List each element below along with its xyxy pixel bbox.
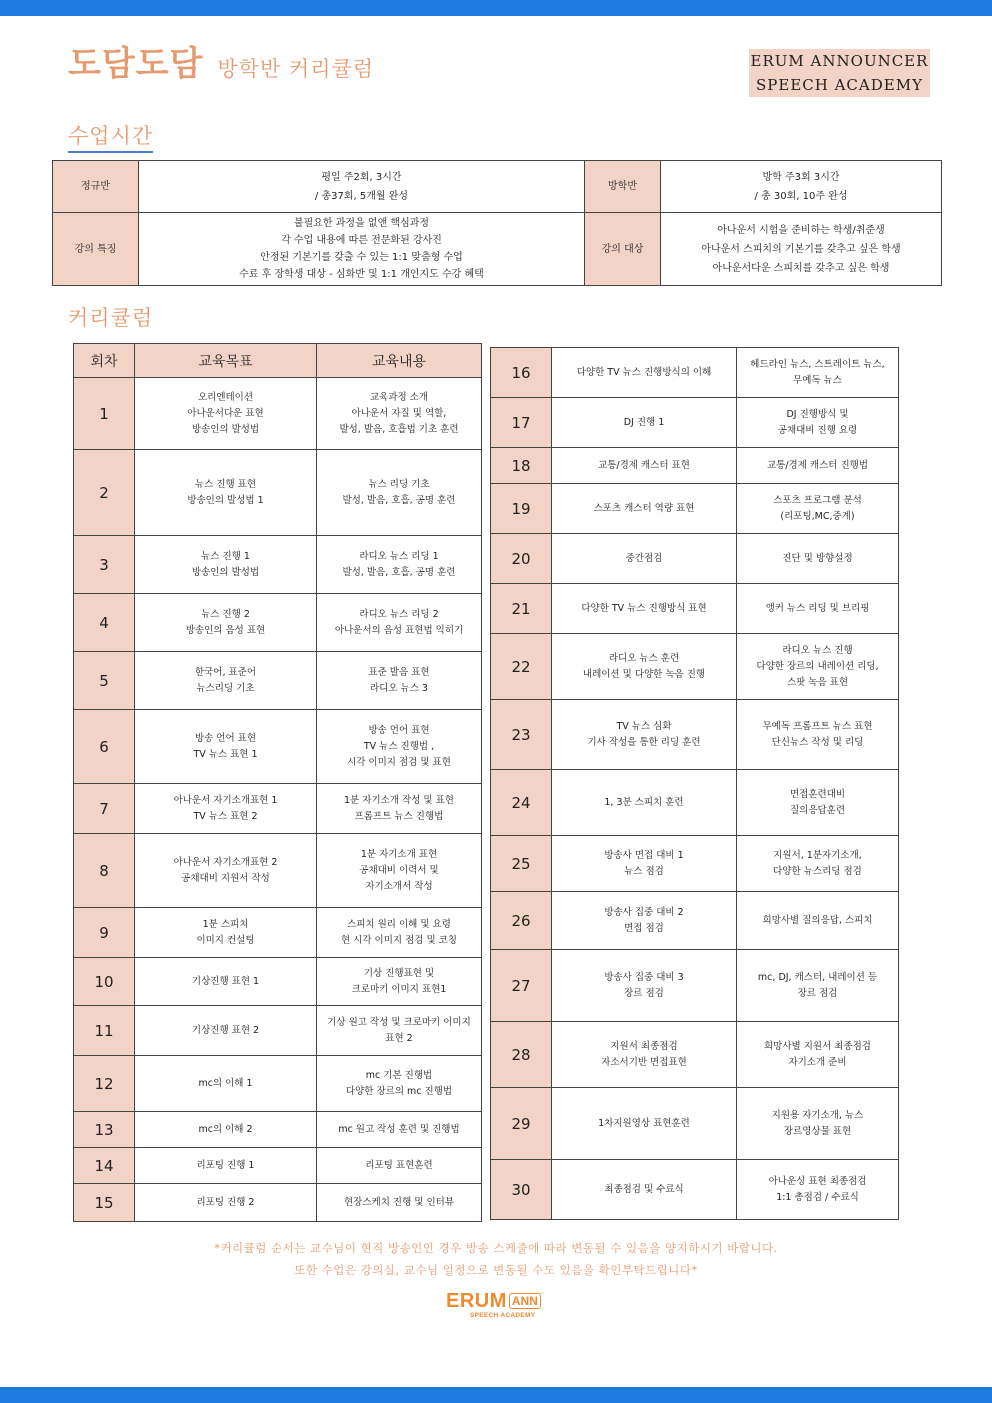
- round-number: 13: [74, 1112, 135, 1148]
- table-row: [491, 348, 899, 398]
- goal-cell: 오리엔테이션 아나운서다운 표현 방송인의 발성법: [135, 378, 317, 450]
- table-row: [491, 1088, 899, 1160]
- logo-main-text: ERUM: [446, 1290, 507, 1312]
- table-row: [74, 710, 482, 784]
- content-cell: 면접훈련대비 질의응답훈련: [737, 770, 899, 836]
- round-number: 27: [491, 950, 552, 1022]
- round-number: 16: [491, 348, 552, 398]
- round-number: 15: [74, 1184, 135, 1222]
- brand-line2: SPEECH ACADEMY: [756, 76, 923, 94]
- content-cell: 진단 및 방향설정: [737, 534, 899, 584]
- content-cell: 라디오 뉴스 리딩 2 아나운서의 음성 표현법 익히기: [317, 594, 482, 652]
- table-row: [491, 892, 899, 950]
- table-row: [491, 836, 899, 892]
- goal-cell: 중간점검: [552, 534, 737, 584]
- round-number: 21: [491, 584, 552, 634]
- round-number: 18: [491, 448, 552, 484]
- logo-badge: ANN: [509, 1293, 541, 1309]
- round-number: 7: [74, 784, 135, 834]
- table-row: [74, 1006, 482, 1056]
- table-row: [491, 484, 899, 534]
- content-cell: 기상 원고 작성 및 크로마키 이미지 표현 2: [317, 1006, 482, 1056]
- content-cell: 라디오 뉴스 진행 다양한 장르의 내레이션 리딩, 스팟 녹음 표현: [737, 634, 899, 700]
- table-row: [491, 634, 899, 700]
- target-value: 아나운서 시험을 준비하는 학생/취준생 아나운서 스피치의 기본기를 갖추고 싶은 학생 아나운서다운 스피치를 갖추고 싶은 학생: [661, 213, 942, 286]
- goal-cell: 한국어, 표준어 뉴스리딩 기초: [135, 652, 317, 710]
- title-main: 도담도담: [68, 44, 204, 84]
- round-number: 28: [491, 1022, 552, 1088]
- round-number: 14: [74, 1148, 135, 1184]
- table-row: [74, 652, 482, 710]
- table-row: [491, 1160, 899, 1220]
- content-cell: 기상 진행표현 및 크로마키 이미지 표현1: [317, 958, 482, 1006]
- table-row: [491, 1022, 899, 1088]
- schedule-info-table: [52, 160, 942, 286]
- table-row: [74, 450, 482, 536]
- content-cell: 앵커 뉴스 리딩 및 브리핑: [737, 584, 899, 634]
- content-cell: 1분 자기소개 표현 공채대비 이력서 및 자기소개서 작성: [317, 834, 482, 908]
- round-number: 5: [74, 652, 135, 710]
- title-sub: 방학반 커리큘럼: [217, 57, 375, 81]
- table-row: [74, 1056, 482, 1112]
- curriculum-table-left: [73, 343, 482, 1222]
- regular-label: 정규반: [53, 161, 139, 213]
- content-cell: 교통/경제 캐스터 진행법: [737, 448, 899, 484]
- content-cell: 교육과정 소개 아나운서 자질 및 역할, 발성, 발음, 호흡법 기초 훈련: [317, 378, 482, 450]
- feature-label: 강의 특징: [53, 213, 139, 286]
- goal-cell: 리포팅 진행 2: [135, 1184, 317, 1222]
- content-cell: mc 원고 작성 훈련 및 진행법: [317, 1112, 482, 1148]
- round-number: 20: [491, 534, 552, 584]
- content-cell: mc, DJ, 캐스터, 내레이션 등 장르 점검: [737, 950, 899, 1022]
- round-number: 6: [74, 710, 135, 784]
- round-number: 4: [74, 594, 135, 652]
- table-row: [74, 908, 482, 958]
- round-number: 12: [74, 1056, 135, 1112]
- round-number: 19: [491, 484, 552, 534]
- goal-cell: 리포팅 진행 1: [135, 1148, 317, 1184]
- table-row: [491, 770, 899, 836]
- round-number: 10: [74, 958, 135, 1006]
- round-number: 30: [491, 1160, 552, 1220]
- content-cell: DJ 진행방식 및 공채대비 진행 요령: [737, 398, 899, 448]
- curriculum-table-right: [490, 347, 899, 1220]
- goal-cell: 방송사 집중 대비 2 면접 점검: [552, 892, 737, 950]
- goal-cell: 아나운서 자기소개표현 1 TV 뉴스 표현 2: [135, 784, 317, 834]
- header-round: 회차: [74, 344, 135, 378]
- header-goal: 교육목표: [135, 344, 317, 378]
- table-row: [74, 834, 482, 908]
- vacation-value: 방학 주3회 3시간 / 총 30회, 10주 완성: [661, 161, 942, 213]
- goal-cell: 스포츠 캐스터 역량 표현: [552, 484, 737, 534]
- table-row: [74, 1148, 482, 1184]
- table-row: [74, 958, 482, 1006]
- round-number: 3: [74, 536, 135, 594]
- goal-cell: 최종점검 및 수료식: [552, 1160, 737, 1220]
- vacation-label: 방학반: [585, 161, 661, 213]
- table-row: [74, 1112, 482, 1148]
- goal-cell: mc의 이해 2: [135, 1112, 317, 1148]
- curriculum-section-title: 커리큘럼: [68, 306, 154, 330]
- table-row: [74, 536, 482, 594]
- round-number: 24: [491, 770, 552, 836]
- goal-cell: 1, 3분 스피치 훈련: [552, 770, 737, 836]
- table-row: [74, 1184, 482, 1222]
- table-row: [491, 950, 899, 1022]
- goal-cell: 다양한 TV 뉴스 진행방식 표현: [552, 584, 737, 634]
- goal-cell: 기상진행 표현 1: [135, 958, 317, 1006]
- goal-cell: 방송사 면접 대비 1 뉴스 점검: [552, 836, 737, 892]
- round-number: 26: [491, 892, 552, 950]
- goal-cell: 지원서 최종점검 자소서기반 면접표현: [552, 1022, 737, 1088]
- content-cell: 희망사별 지원서 최종점검 자기소개 준비: [737, 1022, 899, 1088]
- goal-cell: DJ 진행 1: [552, 398, 737, 448]
- content-cell: 리포팅 표현훈련: [317, 1148, 482, 1184]
- notice-line-1: *커리큘럼 순서는 교수님이 현직 방송인인 경우 방송 스케줄에 따라 변동될 수 있음을 양지하시기 바랍니다.: [214, 1241, 778, 1255]
- content-cell: 표준 발음 표현 라디오 뉴스 3: [317, 652, 482, 710]
- bottom-accent-bar: [0, 1387, 992, 1403]
- content-cell: 헤드라인 뉴스, 스트레이트 뉴스, 무예독 뉴스: [737, 348, 899, 398]
- content-cell: 아나운싱 표현 최종점검 1:1 총점검 / 수료식: [737, 1160, 899, 1220]
- table-row: [491, 584, 899, 634]
- round-number: 17: [491, 398, 552, 448]
- round-number: 11: [74, 1006, 135, 1056]
- goal-cell: 교통/경제 캐스터 표현: [552, 448, 737, 484]
- goal-cell: 아나운서 자기소개표현 2 공채대비 지원서 작성: [135, 834, 317, 908]
- goal-cell: 방송사 집중 대비 3 장르 점검: [552, 950, 737, 1022]
- table-row: [491, 700, 899, 770]
- schedule-section-title: 수업시간: [68, 120, 153, 153]
- content-cell: 스피치 원리 이해 및 요령 현 시각 이미지 점검 및 코칭: [317, 908, 482, 958]
- content-cell: 뉴스 리딩 기초 발성, 발음, 호흡, 공명 훈련: [317, 450, 482, 536]
- brand-line1: ERUM ANNOUNCER: [750, 52, 929, 70]
- content-cell: 현장스케치 진행 및 인터뷰: [317, 1184, 482, 1222]
- erum-logo: [446, 1290, 546, 1319]
- goal-cell: 뉴스 진행 1 방송인의 발성법: [135, 536, 317, 594]
- content-cell: 라디오 뉴스 리딩 1 발성, 발음, 호흡, 공명 훈련: [317, 536, 482, 594]
- content-cell: mc 기본 진행법 다양한 장르의 mc 진행법: [317, 1056, 482, 1112]
- table-row: [74, 784, 482, 834]
- regular-value: 평일 주2회, 3시간 / 총37회, 5개월 완성: [139, 161, 585, 213]
- goal-cell: 방송 언어 표현 TV 뉴스 표현 1: [135, 710, 317, 784]
- goal-cell: TV 뉴스 심화 기사 작성을 통한 리딩 훈련: [552, 700, 737, 770]
- notice-line-2: 또한 수업은 강의실, 교수님 일정으로 변동될 수도 있음을 확인부탁드립니다*: [294, 1263, 698, 1277]
- round-number: 23: [491, 700, 552, 770]
- feature-value: 불필요한 과정을 없앤 핵심과정 각 수업 내용에 따른 전문화된 강사진 안정된 기본기를 갖출 수 있는 1:1 맞춤형 수업 수료 후 장학생 대상 - 심화반 및 1:1 개인지도 수강 혜택: [139, 213, 585, 286]
- table-row: [74, 594, 482, 652]
- round-number: 25: [491, 836, 552, 892]
- goal-cell: mc의 이해 1: [135, 1056, 317, 1112]
- table-row: [491, 534, 899, 584]
- content-cell: 무예독 프롬프트 뉴스 표현 단신뉴스 작성 및 리딩: [737, 700, 899, 770]
- round-number: 29: [491, 1088, 552, 1160]
- content-cell: 스포츠 프로그램 분석 (리포팅,MC,중계): [737, 484, 899, 534]
- table-row: [491, 448, 899, 484]
- table-row: [74, 378, 482, 450]
- round-number: 22: [491, 634, 552, 700]
- content-cell: 희망사별 질의응답, 스피치: [737, 892, 899, 950]
- goal-cell: 라디오 뉴스 훈련 내레이션 및 다양한 녹음 진행: [552, 634, 737, 700]
- content-cell: 1분 자기소개 작성 및 표현 프롬프트 뉴스 진행법: [317, 784, 482, 834]
- round-number: 9: [74, 908, 135, 958]
- header-content: 교육내용: [317, 344, 482, 378]
- brand-box: [749, 49, 930, 97]
- goal-cell: 뉴스 진행 표현 방송인의 발성법 1: [135, 450, 317, 536]
- content-cell: 방송 언어 표현 TV 뉴스 진행법 , 시각 이미지 점검 및 표현: [317, 710, 482, 784]
- goal-cell: 기상진행 표현 2: [135, 1006, 317, 1056]
- round-number: 8: [74, 834, 135, 908]
- top-accent-bar: [0, 0, 992, 16]
- target-label: 강의 대상: [585, 213, 661, 286]
- content-cell: 지원용 자기소개, 뉴스 장르영상물 표현: [737, 1088, 899, 1160]
- page-title: [68, 44, 374, 84]
- round-number: 2: [74, 450, 135, 536]
- goal-cell: 뉴스 진행 2 방송인의 음성 표현: [135, 594, 317, 652]
- goal-cell: 1분 스피치 이미지 컨설팅: [135, 908, 317, 958]
- round-number: 1: [74, 378, 135, 450]
- table-row: [491, 398, 899, 448]
- goal-cell: 다양한 TV 뉴스 진행방식의 이해: [552, 348, 737, 398]
- logo-sub-text: SPEECH ACADEMY: [470, 1312, 536, 1319]
- content-cell: 지원서, 1분자기소개, 다양한 뉴스리딩 점검: [737, 836, 899, 892]
- goal-cell: 1차지원영상 표현훈련: [552, 1088, 737, 1160]
